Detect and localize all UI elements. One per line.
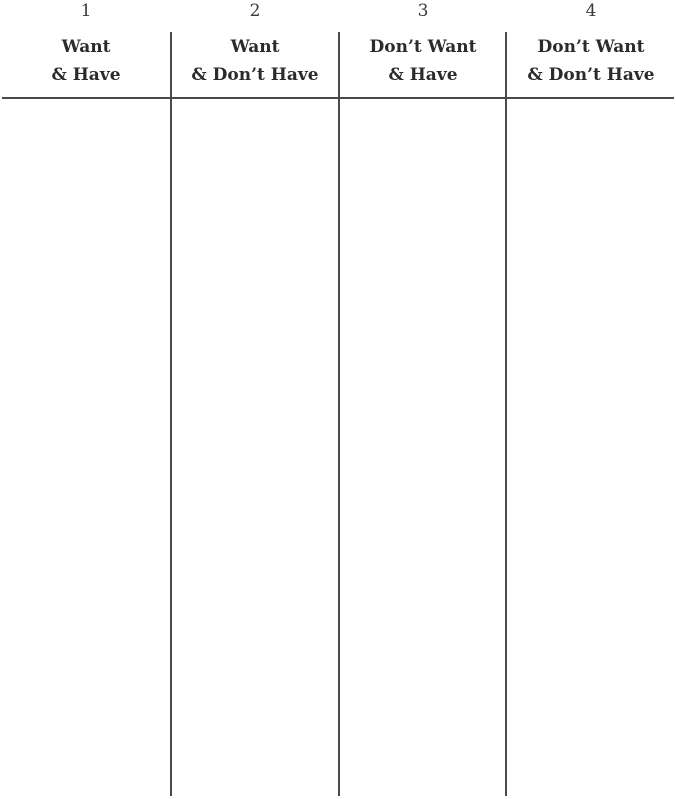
column-divider-3 [505, 32, 507, 796]
column-1-heading-line-1: Want [61, 37, 111, 57]
column-2-heading-line-1: Want [230, 37, 280, 57]
column-3-heading [339, 33, 507, 89]
column-1-heading-line-2: & Have [51, 65, 121, 85]
column-4-heading-line-2: & Don’t Have [527, 65, 655, 85]
column-divider-1 [170, 32, 172, 796]
column-3-heading-line-2: & Have [388, 65, 458, 85]
column-4-heading [507, 33, 675, 89]
column-2-heading [171, 33, 339, 89]
column-2-heading-line-2: & Don’t Have [191, 65, 319, 85]
column-4-number: 4 [585, 1, 597, 21]
column-4-heading-line-1: Don’t Want [537, 37, 645, 57]
column-2-number: 2 [249, 1, 261, 21]
column-1-heading [2, 33, 170, 89]
column-divider-2 [338, 32, 340, 796]
column-1-number: 1 [80, 1, 92, 21]
column-3-number: 3 [417, 1, 429, 21]
column-3-heading-line-1: Don’t Want [369, 37, 477, 57]
